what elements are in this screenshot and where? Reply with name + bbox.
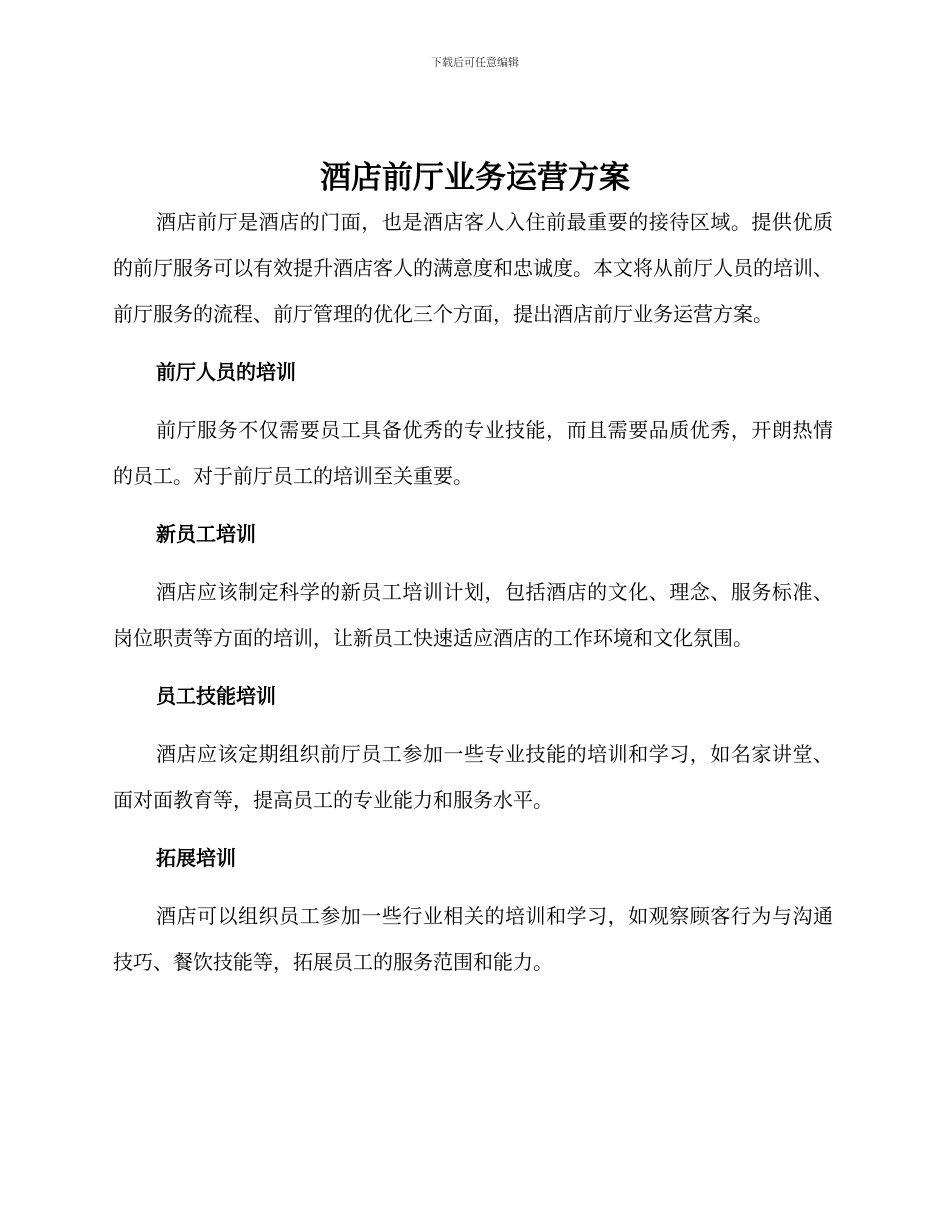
section-paragraph: 酒店可以组织员工参加一些行业相关的培训和学习，如观察顾客行为与沟通技巧、餐饮技能等，拓展员工的服务范围和能力。: [113, 904, 833, 974]
page-header-note: 下载后可任意编辑: [431, 56, 519, 69]
section-heading: 拓展培训: [156, 846, 236, 870]
section-paragraph: 前厅服务不仅需要员工具备优秀的专业技能，而且需要品质优秀，开朗热情的员工。对于前厅员工的培训至关重要。: [113, 418, 833, 488]
document-title: 酒店前厅业务运营方案: [320, 160, 630, 196]
document-body: [113, 199, 833, 985]
section-paragraph: 酒店应该定期组织前厅员工参加一些专业技能的培训和学习，如名家讲堂、面对面教育等，提高员工的专业能力和服务水平。: [113, 742, 833, 812]
section-heading: 员工技能培训: [156, 684, 276, 708]
section-heading: 前厅人员的培训: [156, 360, 296, 384]
section-heading: 新员工培训: [156, 522, 256, 546]
section-paragraph: 酒店应该制定科学的新员工培训计划，包括酒店的文化、理念、服务标准、岗位职责等方面的培训，让新员工快速适应酒店的工作环境和文化氛围。: [113, 580, 833, 650]
intro-paragraph: 酒店前厅是酒店的门面，也是酒店客人入住前最重要的接待区域。提供优质的前厅服务可以有效提升酒店客人的满意度和忠诚度。本文将从前厅人员的培训、前厅服务的流程、前厅管理的优化三个方面，提出酒店前厅业务运营方案。: [113, 210, 833, 326]
